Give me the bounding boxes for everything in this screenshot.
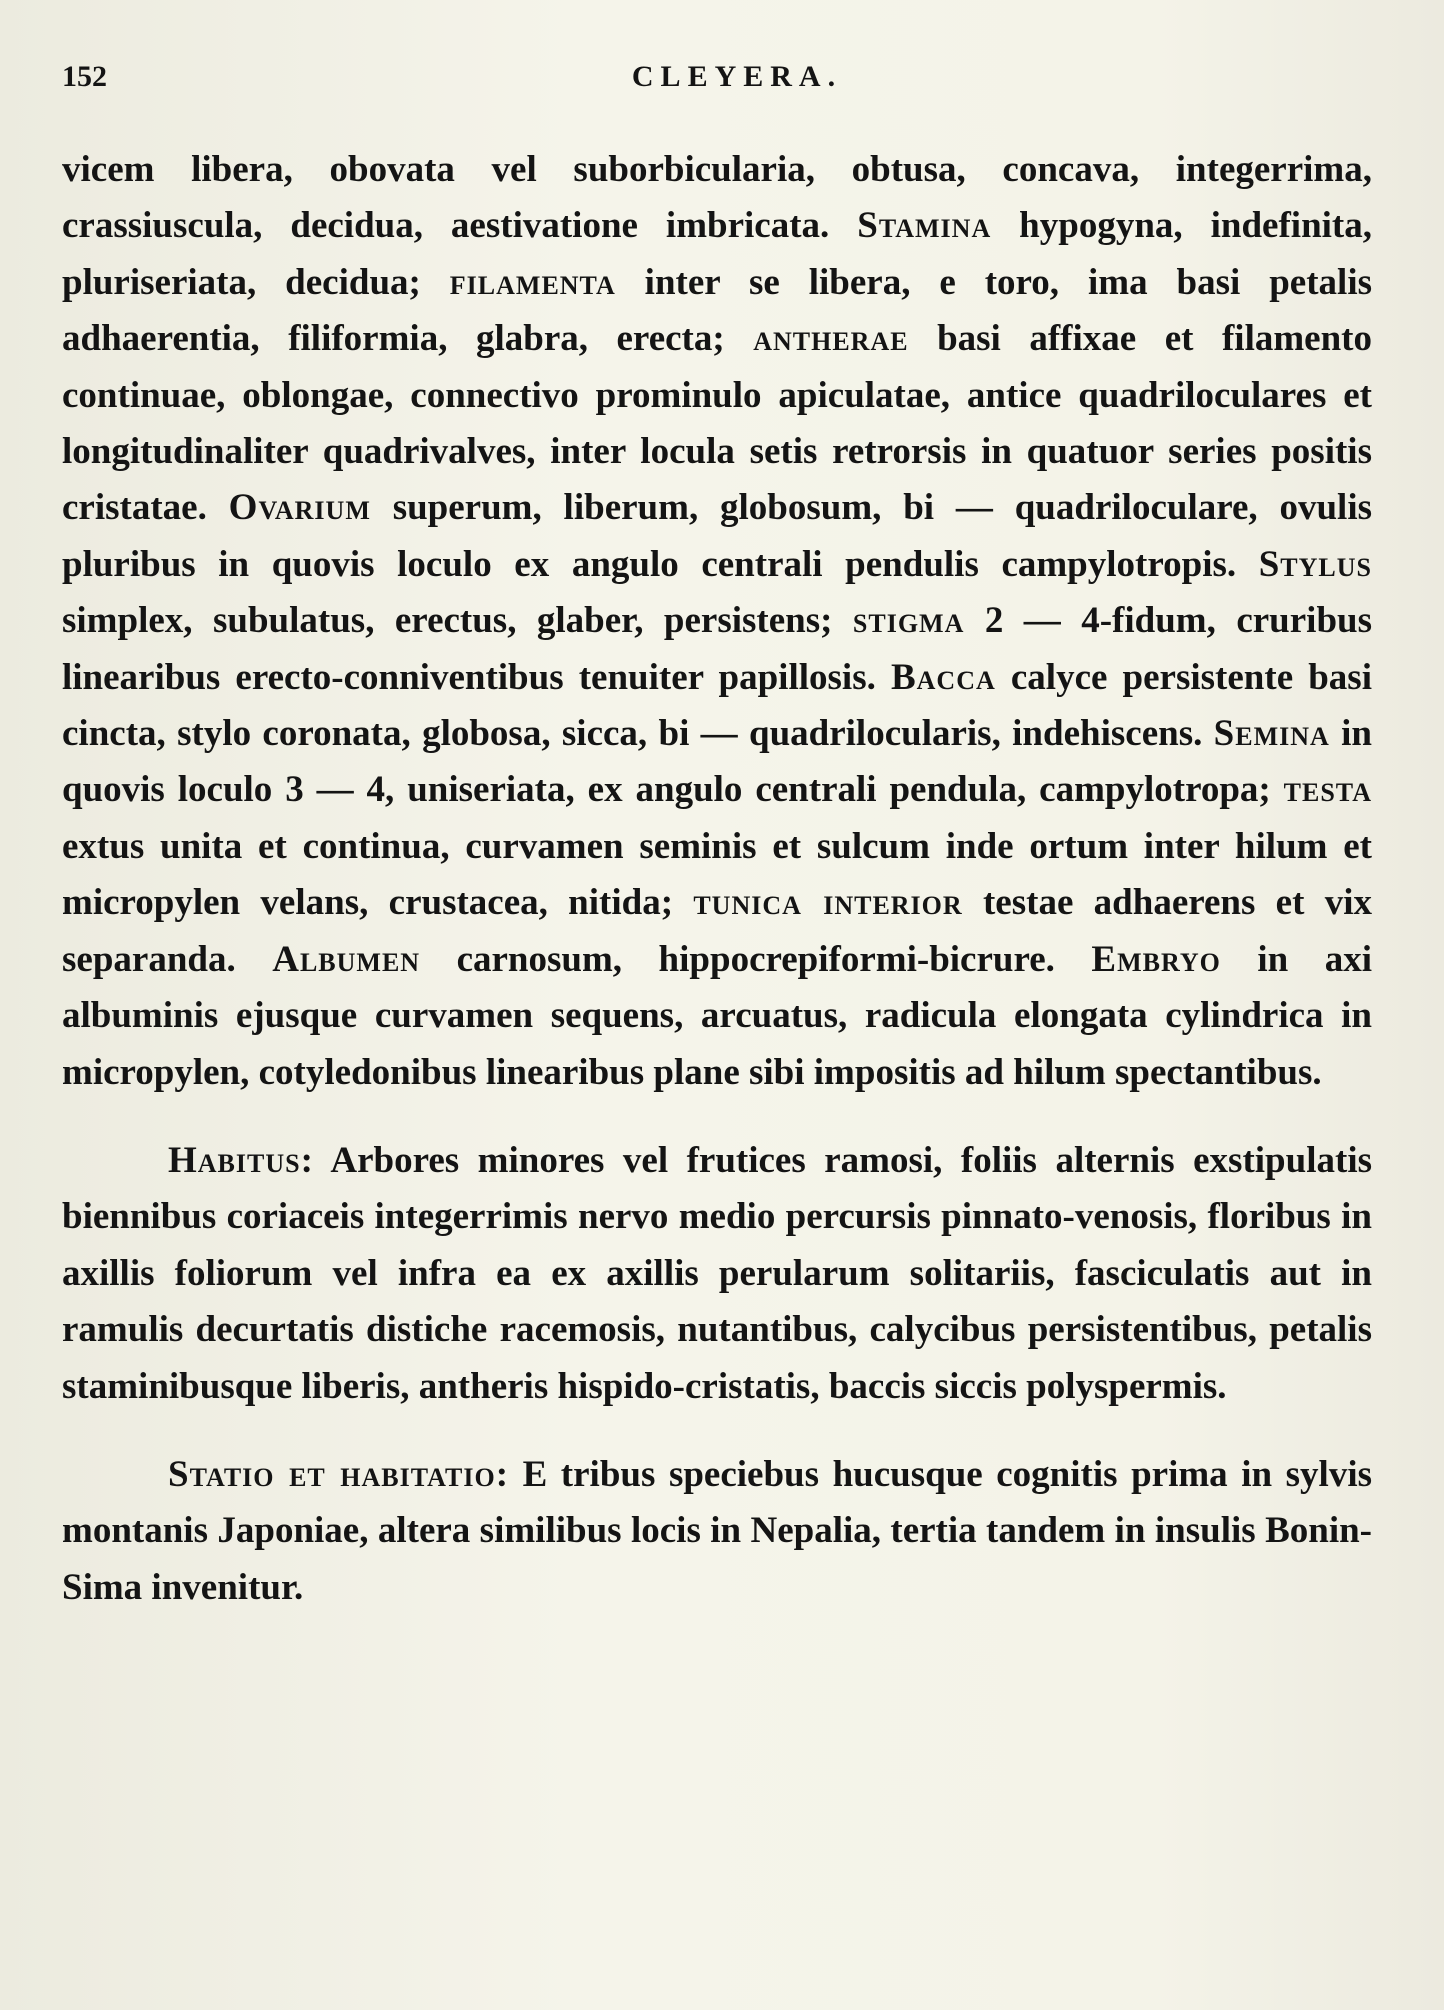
body-text: extus unita et continua, curvamen seminis et sulcum inde ortum inter hilum et micropylen velans, crustacea, nitida; (62, 825, 1372, 924)
body-text: hypogyna, indefinita, pluriseriata, decidua; (62, 205, 1373, 303)
body-text: inter se libera, e toro, ima basi petalis adhaerentia, filiformia, glabra, erecta; (62, 261, 1372, 360)
section-term: Habitus: (168, 1139, 314, 1181)
statio-paragraph (62, 1447, 1372, 1616)
running-title: CLEYERA. (631, 60, 843, 93)
body-text: basi affixae et filamento continuae, oblongae, connectivo prominulo apiculatae, antice quadriloculares et longitudinaliter quadrivalves, inter locula setis retrorsis in quatuor series positis cristatae. (62, 318, 1372, 529)
section-term: Albumen (272, 938, 421, 980)
section-term: Embryo (1091, 938, 1221, 980)
section-term: Ovarium (228, 487, 371, 529)
section-term: tunica interior (693, 882, 963, 924)
body-text: in quovis loculo 3 — 4, uniseriata, ex angulo centrali pendula, campylotropa; (62, 713, 1372, 811)
section-term: testa (1283, 769, 1372, 811)
body-text: Arbores minores vel frutices ramosi, foliis alternis exstipulatis biennibus coriaceis integerrimis nervo medio percursis pinnato-venosis, floribus in axillis foliorum vel infra ea ex axillis perularum solitariis, fasciculatis aut in ramulis decurtatis distiche racemosis, nutantibus, calycibus persistentibus, petalis staminibusque liberis, antheris hispido-cristatis, baccis siccis polyspermis. (62, 1139, 1372, 1407)
body-text: simplex, subulatus, erectus, glaber, persistens; (62, 600, 853, 642)
section-term: Stylus (1258, 543, 1372, 585)
body-text: 2 — 4-fidum, cruribus linearibus erecto-conniventibus tenuiter papillosis. (62, 600, 1373, 698)
section-term: Stamina (857, 205, 992, 247)
description-paragraph (62, 142, 1372, 1101)
page-number: 152 (62, 60, 107, 93)
body-text: E tribus speciebus hucusque cognitis prima in sylvis montanis Japoniae, altera similibus locis in Nepalia, tertia tandem in insulis Bonin-Sima invenitur. (62, 1453, 1372, 1608)
body-text: calyce persistente basi cincta, stylo coronata, globosa, sicca, bi — quadrilocularis, indehiscens. (62, 656, 1372, 755)
section-term: Semina (1213, 713, 1330, 755)
page-header (62, 60, 1372, 104)
main-text (62, 142, 1372, 1616)
body-text: carnosum, hippocrepiformi-bicrure. (420, 938, 1092, 980)
body-text: vicem libera, obovata vel suborbicularia, obtusa, concava, integerrima, crassiuscula, decidua, aestivatione imbricata. (62, 149, 1372, 247)
section-term: Statio et habitatio: (168, 1453, 510, 1495)
habitus-paragraph (62, 1133, 1372, 1415)
section-term: stigma (852, 600, 965, 642)
section-term: antherae (753, 318, 909, 360)
body-text: in axi albuminis ejusque curvamen sequens, arcuatus, radicula elongata cylindrica in micropylen, cotyledonibus linearibus plane sibi impositis ad hilum spectantibus. (62, 938, 1372, 1093)
body-text: superum, liberum, globosum, bi — quadriloculare, ovulis pluribus in quovis loculo ex angulo centrali pendulis campylotropis. (62, 487, 1373, 585)
section-term: filamenta (449, 261, 616, 303)
body-text: testae adhaerens et vix separanda. (62, 882, 1373, 980)
section-term: Bacca (890, 656, 996, 698)
